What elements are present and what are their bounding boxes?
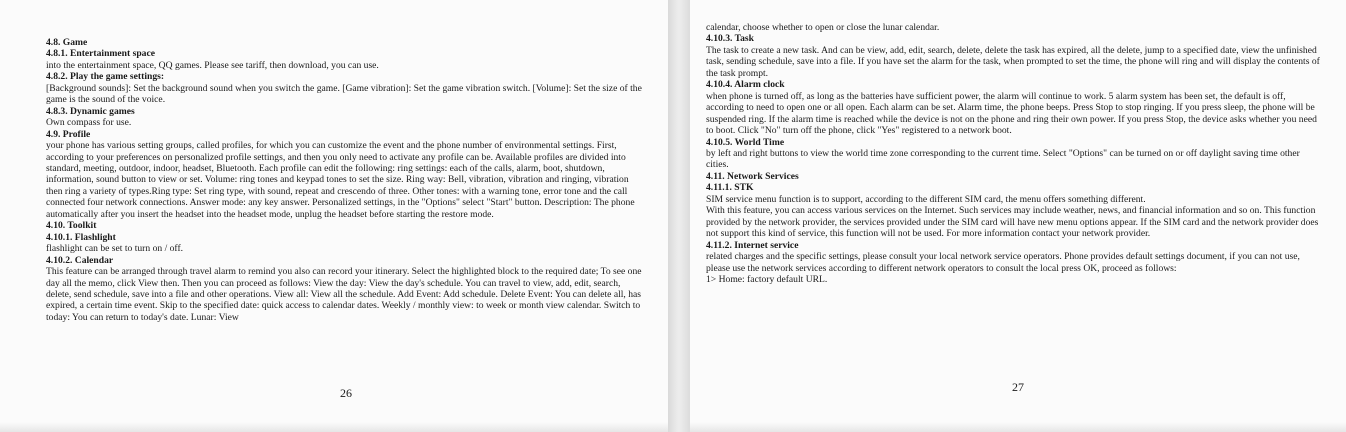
section-heading: 4.11. Network Services: [706, 170, 799, 182]
section-heading: 4.8.3. Dynamic games: [46, 105, 135, 117]
paragraph: related charges and the specific settings, please consult your local network service operators. Phone provides default settings document, if you can not use, please use the network services according to different network operators to consult the local press OK, proceed as follows:: [706, 251, 1300, 274]
paragraph: Own compass for use.: [46, 117, 132, 129]
section-heading: 4.10.3. Task: [706, 33, 754, 45]
section-heading: 4.10.5. World Time: [706, 136, 785, 148]
section-heading: 4.8. Game: [46, 37, 88, 48]
section-heading: 4.8.2. Play the game settings:: [46, 71, 165, 83]
section-heading: 4.11.1. STK: [706, 182, 754, 194]
page-number-right: 27: [1012, 380, 1024, 394]
paragraph: The task to create a new task. And can be view, add, edit, search, delete, delete the task has expired, all the delete, jump to a specified date, view the unfinished task, sending schedule, save into a file. If you have set the alarm for the task, when prompted to set the time, the phone will ring and will display the contents of the task prompt.: [706, 44, 1320, 79]
paragraph: your phone has various setting groups, called profiles, for which you can customize the event and the phone number of environmental settings. First, according to your preferences on personalized profile settings, and then you only need to activate any profile can be. Available profiles are divided into standard, meeting, outdoor, indoor, headset, Bluetooth. Each profile can edit the following: ring settings: each of the calls, alarm, boot, shutdown, information, sound button to view or set. Volume: ring tones and keypad tones to set the size. Ring way: Bell, vibration, vibration and ringing, vibration then ring a variety of types.Ring type: Set ring type, with sound, repeat and crescendo of three. Other tones: with a warning tone, error tone and the call connected four network connections. Answer mode: any key answer. Personalized settings, in the "Options" select "Start" button. Description: The phone automatically after you insert the headset into the headset mode, unplug the headset before starting the restore mode.: [46, 140, 635, 220]
page-edge-shadow: [690, 422, 1346, 432]
paragraph: SIM service menu function is to support, according to the different SIM card, the menu offers something different.: [706, 193, 1146, 205]
section-heading: 4.10.2. Calendar: [46, 254, 114, 266]
section-heading: 4.11.2. Internet service: [706, 239, 799, 251]
paragraph: by left and right buttons to view the world time zone corresponding to the current time. Select "Options" can be turned on or off daylight saving time other cities.: [706, 147, 1300, 171]
paragraph: 1> Home: factory default URL.: [706, 273, 828, 285]
paragraph: flashlight can be set to turn on / off.: [46, 243, 184, 255]
page-number-left: 26: [340, 386, 352, 400]
section-heading: 4.8.1. Entertainment space: [46, 48, 155, 60]
left-page-content: [46, 37, 642, 323]
right-page: [690, 0, 1346, 432]
paragraph: With this feature, you can access various services on the Internet. Such services may include weather, news, and financial information and so on. This function provided by the network provider, the services provided under the SIM card will have new menu options appear. If the SIM card and the network provider does not support this kind of service, this function will not be used. For more information contact your network provider.: [706, 205, 1319, 240]
paragraph: into the entertainment space, QQ games. Please see tariff, then download, you can use.: [46, 59, 379, 71]
book-gutter: [668, 0, 690, 432]
paragraph: calendar, choose whether to open or close the lunar calendar.: [706, 22, 940, 33]
section-heading: 4.10. Toolkit: [46, 220, 97, 232]
left-page: [0, 0, 668, 432]
right-page-content: [706, 22, 1324, 285]
paragraph: This feature can be arranged through travel alarm to remind you also can record your itinerary. Select the highlighted block to the required date; To see one day all the memo, click View then. Then you can proceed as follows: View the day: View the day's schedule. You can travel to view, add, edit, search, delete, send schedule, save into a file and other operations. View all: View all the schedule. Add Event: Add schedule. Delete Event: You can delete all, has expired, a certain time event. Skip to the specified date: quick access to calendar dates. Weekly / monthly view: to week or month view calendar. Switch to today: You can return to today's date. Lunar: View: [46, 266, 642, 323]
page-edge-shadow: [0, 422, 668, 432]
section-heading: 4.10.1. Flashlight: [46, 231, 116, 243]
paragraph: [Background sounds]: Set the background sound when you switch the game. [Game vibration]: Set the game vibration switch. [Volume]: Set the size of the game is the sound of the voice.: [46, 82, 642, 106]
paragraph: when phone is turned off, as long as the batteries have sufficient power, the alarm will continue to work. 5 alarm system has been set, the default is off, according to need to open one or all open. Each alarm can be set. Alarm time, the phone beeps. Press Stop to stop ringing. If you press sleep, the phone will be suspended ring. If the alarm time is reached while the device is not on the phone and ring their own power. If you press Stop, the device asks whether you need to boot. Click "No" turn off the phone, click "Yes" registered to a network boot.: [706, 90, 1317, 137]
section-heading: 4.9. Profile: [46, 128, 91, 140]
section-heading: 4.10.4. Alarm clock: [706, 79, 785, 91]
